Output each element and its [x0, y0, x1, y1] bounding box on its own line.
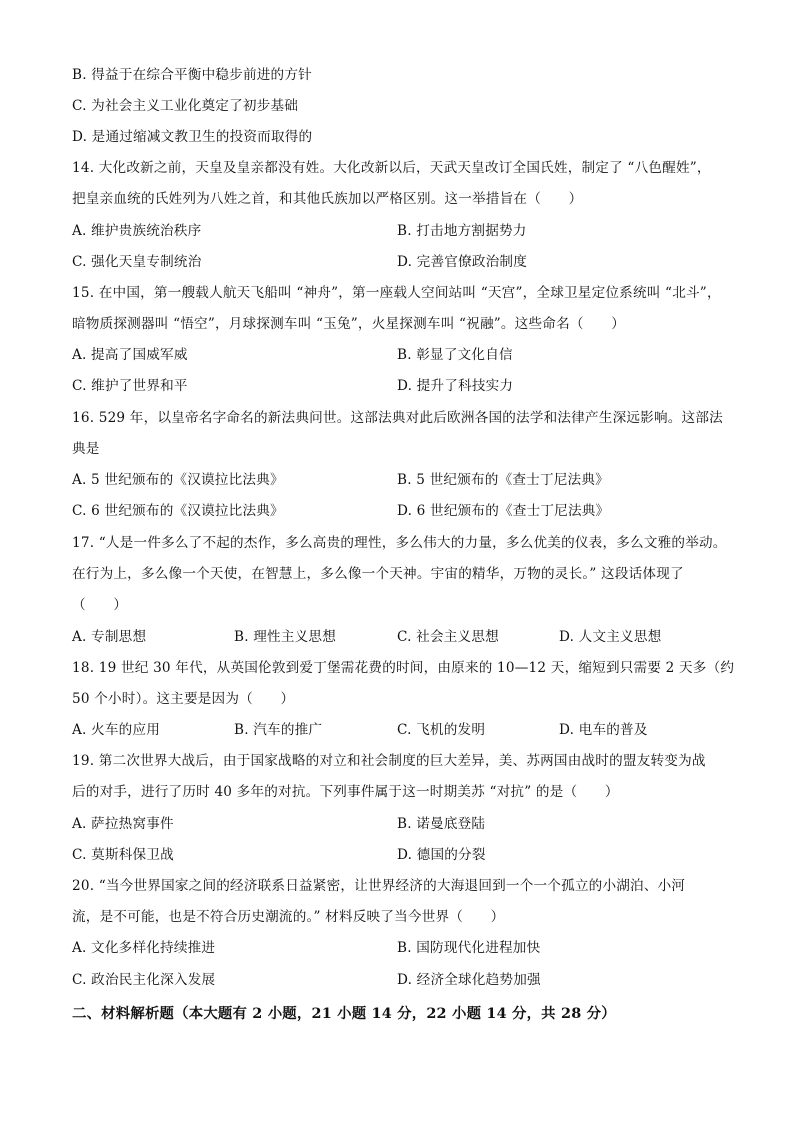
- q15-stem-line-1: 15. 在中国，第一艘载人航天飞船叫 “神舟”，第一座载人空间站叫 “天宫”，全球卫星定位系统叫 “北斗”，: [72, 285, 721, 301]
- q13-option-b: B. 得益于在综合平衡中稳步前进的方针: [72, 67, 312, 83]
- q17-option-a: A. 专制思想: [72, 629, 147, 645]
- q15-option-a: A. 提高了国威军威: [72, 347, 188, 363]
- section-2-heading: 二、材料解析题（本大题有 2 小题，21 小题 14 分，22 小题 14 分，共 28 分）: [72, 1005, 616, 1022]
- q16-option-c: C. 6 世纪颁布的《汉谟拉比法典》: [72, 503, 284, 519]
- q17-option-b: B. 理性主义思想: [234, 629, 336, 645]
- q20-option-a: A. 文化多样化持续推进: [72, 940, 216, 956]
- q20-option-b: B. 国防现代化进程加快: [397, 940, 541, 956]
- q19-option-c: C. 莫斯科保卫战: [72, 847, 174, 863]
- q16-option-d: D. 6 世纪颁布的《查士丁尼法典》: [397, 503, 610, 519]
- q16-option-b: B. 5 世纪颁布的《查士丁尼法典》: [397, 472, 609, 488]
- q18-option-d: D. 电车的普及: [559, 722, 648, 738]
- q20-option-c: C. 政治民主化深入发展: [72, 972, 216, 988]
- q18-option-c: C. 飞机的发明: [397, 722, 486, 738]
- q18-stem-line-2: 50 个小时）。这主要是因为（ ）: [72, 691, 295, 707]
- q16-stem-line-2: 典是: [72, 441, 100, 457]
- q15-stem-line-2: 暗物质探测器叫 “悟空”，月球探测车叫 “玉兔”，火星探测车叫 “祝融”。这些命名（ ）: [72, 316, 626, 332]
- q14-stem-line-1: 14. 大化改新之前，天皇及皇亲都没有姓。大化改新以后，天武天皇改订全国氏姓，制定了 “八色醒姓”，: [72, 160, 711, 176]
- q14-option-c: C. 强化天皇专制统治: [72, 254, 202, 270]
- q14-option-d: D. 完善官僚政治制度: [397, 254, 528, 270]
- q17-option-d: D. 人文主义思想: [559, 629, 662, 645]
- q15-option-c: C. 维护了世界和平: [72, 378, 188, 394]
- q16-option-a: A. 5 世纪颁布的《汉谟拉比法典》: [72, 472, 284, 488]
- q20-stem-line-2: 流，是不可能，也是不符合历史潮流的。” 材料反映了当今世界（ ）: [72, 909, 505, 925]
- q14-stem-line-2: 把皇亲血统的氏姓列为八姓之首，和其他氏族加以严格区别。这一举措旨在（ ）: [72, 191, 583, 207]
- q19-option-a: A. 萨拉热窝事件: [72, 816, 174, 832]
- q18-option-a: A. 火车的应用: [72, 722, 161, 738]
- q17-stem-line-1: 17. “人是一件多么了不起的杰作，多么高贵的理性，多么伟大的力量，多么优美的仪表，多么文雅的举动。: [72, 535, 727, 551]
- q19-stem-line-2: 后的对手，进行了历时 40 多年的对抗。下列事件属于这一时期美苏 “对抗” 的是（ ）: [72, 784, 619, 800]
- q19-stem-line-1: 19. 第二次世界大战后，由于国家战略的对立和社会制度的巨大差异，美、苏两国由战时的盟友转变为战: [72, 753, 706, 769]
- q14-option-a: A. 维护贵族统治秩序: [72, 223, 202, 239]
- q20-option-d: D. 经济全球化趋势加强: [397, 972, 541, 988]
- q19-option-d: D. 德国的分裂: [397, 847, 486, 863]
- q15-option-d: D. 提升了科技实力: [397, 378, 514, 394]
- q17-stem-line-2: 在行为上，多么像一个天使，在智慧上，多么像一个天神。宇宙的精华，万物的灵长。” 这段话体现了: [72, 566, 684, 582]
- q17-stem-line-3: （ ）: [72, 597, 128, 613]
- q18-stem-line-1: 18. 19 世纪 30 年代，从英国伦敦到爱丁堡需花费的时间，由原来的 10—12 天，缩短到只需要 2 天多（约: [72, 660, 735, 676]
- q19-option-b: B. 诺曼底登陆: [397, 816, 486, 832]
- q17-option-c: C. 社会主义思想: [397, 629, 499, 645]
- q13-option-d: D. 是通过缩减文教卫生的投资而取得的: [72, 129, 313, 145]
- q18-option-b: B. 汽车的推广: [234, 722, 323, 738]
- q15-option-b: B. 彰显了文化自信: [397, 347, 513, 363]
- q13-option-c: C. 为社会主义工业化奠定了初步基础: [72, 98, 299, 114]
- q20-stem-line-1: 20. “当今世界国家之间的经济联系日益紧密，让世界经济的大海退回到一个一个孤立的小湖泊、小河: [72, 878, 686, 894]
- q14-option-b: B. 打击地方割据势力: [397, 223, 527, 239]
- q16-stem-line-1: 16. 529 年，以皇帝名字命名的新法典问世。这部法典对此后欧洲各国的法学和法律产生深远影响。这部法: [72, 410, 723, 426]
